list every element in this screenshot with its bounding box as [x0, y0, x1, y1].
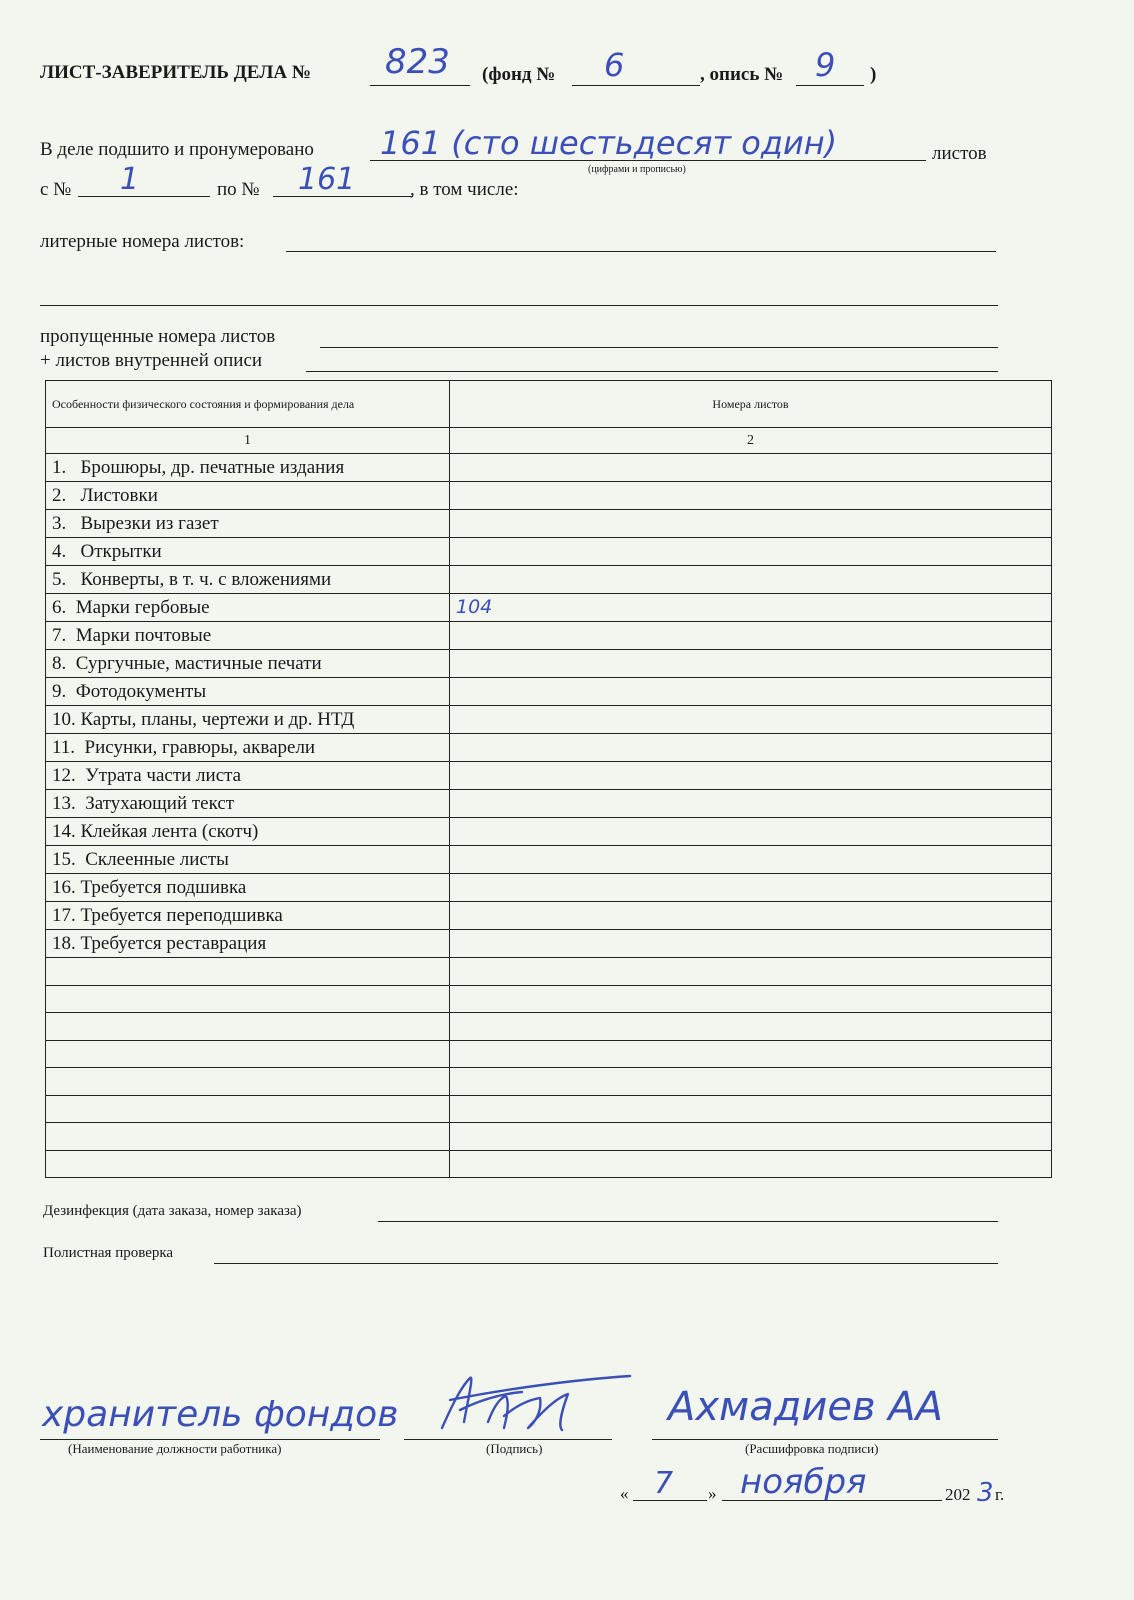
empty-table-row	[46, 1040, 1052, 1068]
empty-cell	[46, 958, 450, 986]
internal-inventory-line	[306, 371, 998, 372]
position-caption: (Наименование должности работника)	[68, 1441, 282, 1456]
inventory-number-value: 9	[815, 46, 836, 84]
to-label: по №	[217, 179, 260, 200]
row-value	[450, 930, 1052, 958]
table-row	[46, 454, 1052, 482]
date-year-prefix: 202	[945, 1485, 971, 1504]
row-value	[450, 846, 1052, 874]
row-value	[450, 454, 1052, 482]
table-row	[46, 538, 1052, 566]
table-row	[46, 930, 1052, 958]
row-value	[450, 706, 1052, 734]
table-row	[46, 594, 1052, 622]
page-check-line	[214, 1263, 998, 1264]
table-row	[46, 678, 1052, 706]
row-label: 3. Вырезки из газет	[46, 510, 450, 538]
row-label: 4. Открытки	[46, 538, 450, 566]
row-value	[450, 538, 1052, 566]
row-label: 7. Марки почтовые	[46, 622, 450, 650]
sheets-hint: (цифрами и прописью)	[588, 164, 686, 175]
table-row	[46, 902, 1052, 930]
sheets-value: 161 (сто шестьдесят один)	[380, 124, 838, 162]
col1-header: Особенности физического состояния и формирования дела	[46, 381, 450, 428]
empty-cell	[46, 1150, 450, 1178]
row-label: 2. Листовки	[46, 482, 450, 510]
empty-table-row	[46, 1095, 1052, 1123]
row-label: 17. Требуется переподшивка	[46, 902, 450, 930]
empty-cell	[46, 1068, 450, 1096]
letter-numbers-label: литерные номера листов:	[40, 231, 245, 252]
signature-mark	[430, 1370, 650, 1440]
row-label: 16. Требуется подшивка	[46, 874, 450, 902]
date-close-quote: »	[708, 1484, 717, 1503]
table-row	[46, 874, 1052, 902]
empty-cell	[450, 985, 1052, 1013]
row-value	[450, 790, 1052, 818]
row-value: 104	[450, 594, 1052, 622]
empty-table-row	[46, 1150, 1052, 1178]
row-label: 11. Рисунки, гравюры, акварели	[46, 734, 450, 762]
from-line	[78, 196, 210, 197]
position-value: хранитель фондов	[42, 1394, 399, 1435]
fund-number-value: 6	[604, 46, 625, 84]
position-line	[40, 1439, 380, 1440]
internal-inventory-label: + листов внутренней описи	[40, 350, 263, 371]
row-label: 1. Брошюры, др. печатные издания	[46, 454, 450, 482]
table-row	[46, 482, 1052, 510]
sheet-title: ЛИСТ-ЗАВЕРИТЕЛЬ ДЕЛА №	[40, 62, 311, 83]
sheets-label: В деле подшито и пронумеровано	[40, 139, 314, 160]
empty-cell	[450, 1068, 1052, 1096]
name-line	[652, 1439, 998, 1440]
inventory-number-line	[796, 85, 864, 86]
date-year-digit: 3	[977, 1478, 994, 1508]
col1-number: 1	[46, 428, 450, 454]
letter-numbers-line-2	[40, 305, 998, 306]
sheets-unit: листов	[932, 143, 987, 164]
row-value	[450, 622, 1052, 650]
row-label: 5. Конверты, в т. ч. с вложениями	[46, 566, 450, 594]
fund-number-line	[572, 85, 700, 86]
table-row	[46, 650, 1052, 678]
name-value: Ахмадиев АА	[668, 1384, 943, 1430]
from-value: 1	[120, 162, 140, 197]
row-label: 14. Клейкая лента (скотч)	[46, 818, 450, 846]
table-row	[46, 734, 1052, 762]
row-value	[450, 650, 1052, 678]
row-label: 9. Фотодокументы	[46, 678, 450, 706]
empty-cell	[46, 1123, 450, 1151]
row-value	[450, 734, 1052, 762]
table-row	[46, 790, 1052, 818]
table-row	[46, 510, 1052, 538]
fund-label: (фонд №	[482, 64, 556, 85]
empty-table-row	[46, 1068, 1052, 1096]
inventory-label: , опись №	[700, 64, 784, 85]
row-label: 18. Требуется реставрация	[46, 930, 450, 958]
empty-cell	[46, 1095, 450, 1123]
from-label: с №	[40, 179, 72, 200]
empty-cell	[450, 958, 1052, 986]
row-label: 6. Марки гербовые	[46, 594, 450, 622]
empty-table-row	[46, 1123, 1052, 1151]
disinfection-label: Дезинфекция (дата заказа, номер заказа)	[43, 1203, 302, 1219]
name-caption: (Расшифровка подписи)	[745, 1441, 879, 1456]
empty-cell	[46, 985, 450, 1013]
missing-numbers-label: пропущенные номера листов	[40, 326, 276, 347]
date-month-value: ноября	[740, 1462, 867, 1502]
row-label: 15. Склеенные листы	[46, 846, 450, 874]
row-value	[450, 566, 1052, 594]
case-number-value: 823	[385, 42, 450, 82]
row-value	[450, 678, 1052, 706]
row-value	[450, 874, 1052, 902]
empty-cell	[450, 1040, 1052, 1068]
including-label: , в том числе:	[410, 179, 519, 200]
condition-table	[45, 380, 1052, 1178]
missing-numbers-line	[320, 347, 998, 348]
empty-cell	[450, 1013, 1052, 1041]
row-value	[450, 762, 1052, 790]
row-value	[450, 482, 1052, 510]
table-row	[46, 762, 1052, 790]
table-row	[46, 706, 1052, 734]
empty-cell	[450, 1150, 1052, 1178]
table-row	[46, 846, 1052, 874]
to-value: 161	[298, 162, 356, 197]
table-row	[46, 622, 1052, 650]
table-header-row	[46, 381, 1052, 428]
row-value	[450, 510, 1052, 538]
date-day-value: 7	[654, 1466, 674, 1501]
table-row	[46, 818, 1052, 846]
empty-table-row	[46, 1013, 1052, 1041]
inventory-close: )	[870, 64, 877, 85]
empty-cell	[450, 1123, 1052, 1151]
row-label: 10. Карты, планы, чертежи и др. НТД	[46, 706, 450, 734]
empty-cell	[46, 1013, 450, 1041]
row-label: 8. Сургучные, мастичные печати	[46, 650, 450, 678]
table-row	[46, 566, 1052, 594]
page-check-label: Полистная проверка	[43, 1245, 174, 1261]
row-label: 12. Утрата части листа	[46, 762, 450, 790]
empty-cell	[46, 1040, 450, 1068]
row-value	[450, 818, 1052, 846]
row-label: 13. Затухающий текст	[46, 790, 450, 818]
case-number-line	[370, 85, 470, 86]
col2-header: Номера листов	[450, 381, 1052, 428]
date-open-quote: «	[620, 1484, 629, 1503]
col2-number: 2	[450, 428, 1052, 454]
empty-table-row	[46, 958, 1052, 986]
letter-numbers-line	[286, 251, 996, 252]
empty-table-row	[46, 985, 1052, 1013]
disinfection-line	[378, 1221, 998, 1222]
row-value	[450, 902, 1052, 930]
empty-cell	[450, 1095, 1052, 1123]
signature-caption: (Подпись)	[486, 1441, 543, 1456]
table-number-row	[46, 428, 1052, 454]
date-year-suffix: г.	[995, 1485, 1005, 1504]
